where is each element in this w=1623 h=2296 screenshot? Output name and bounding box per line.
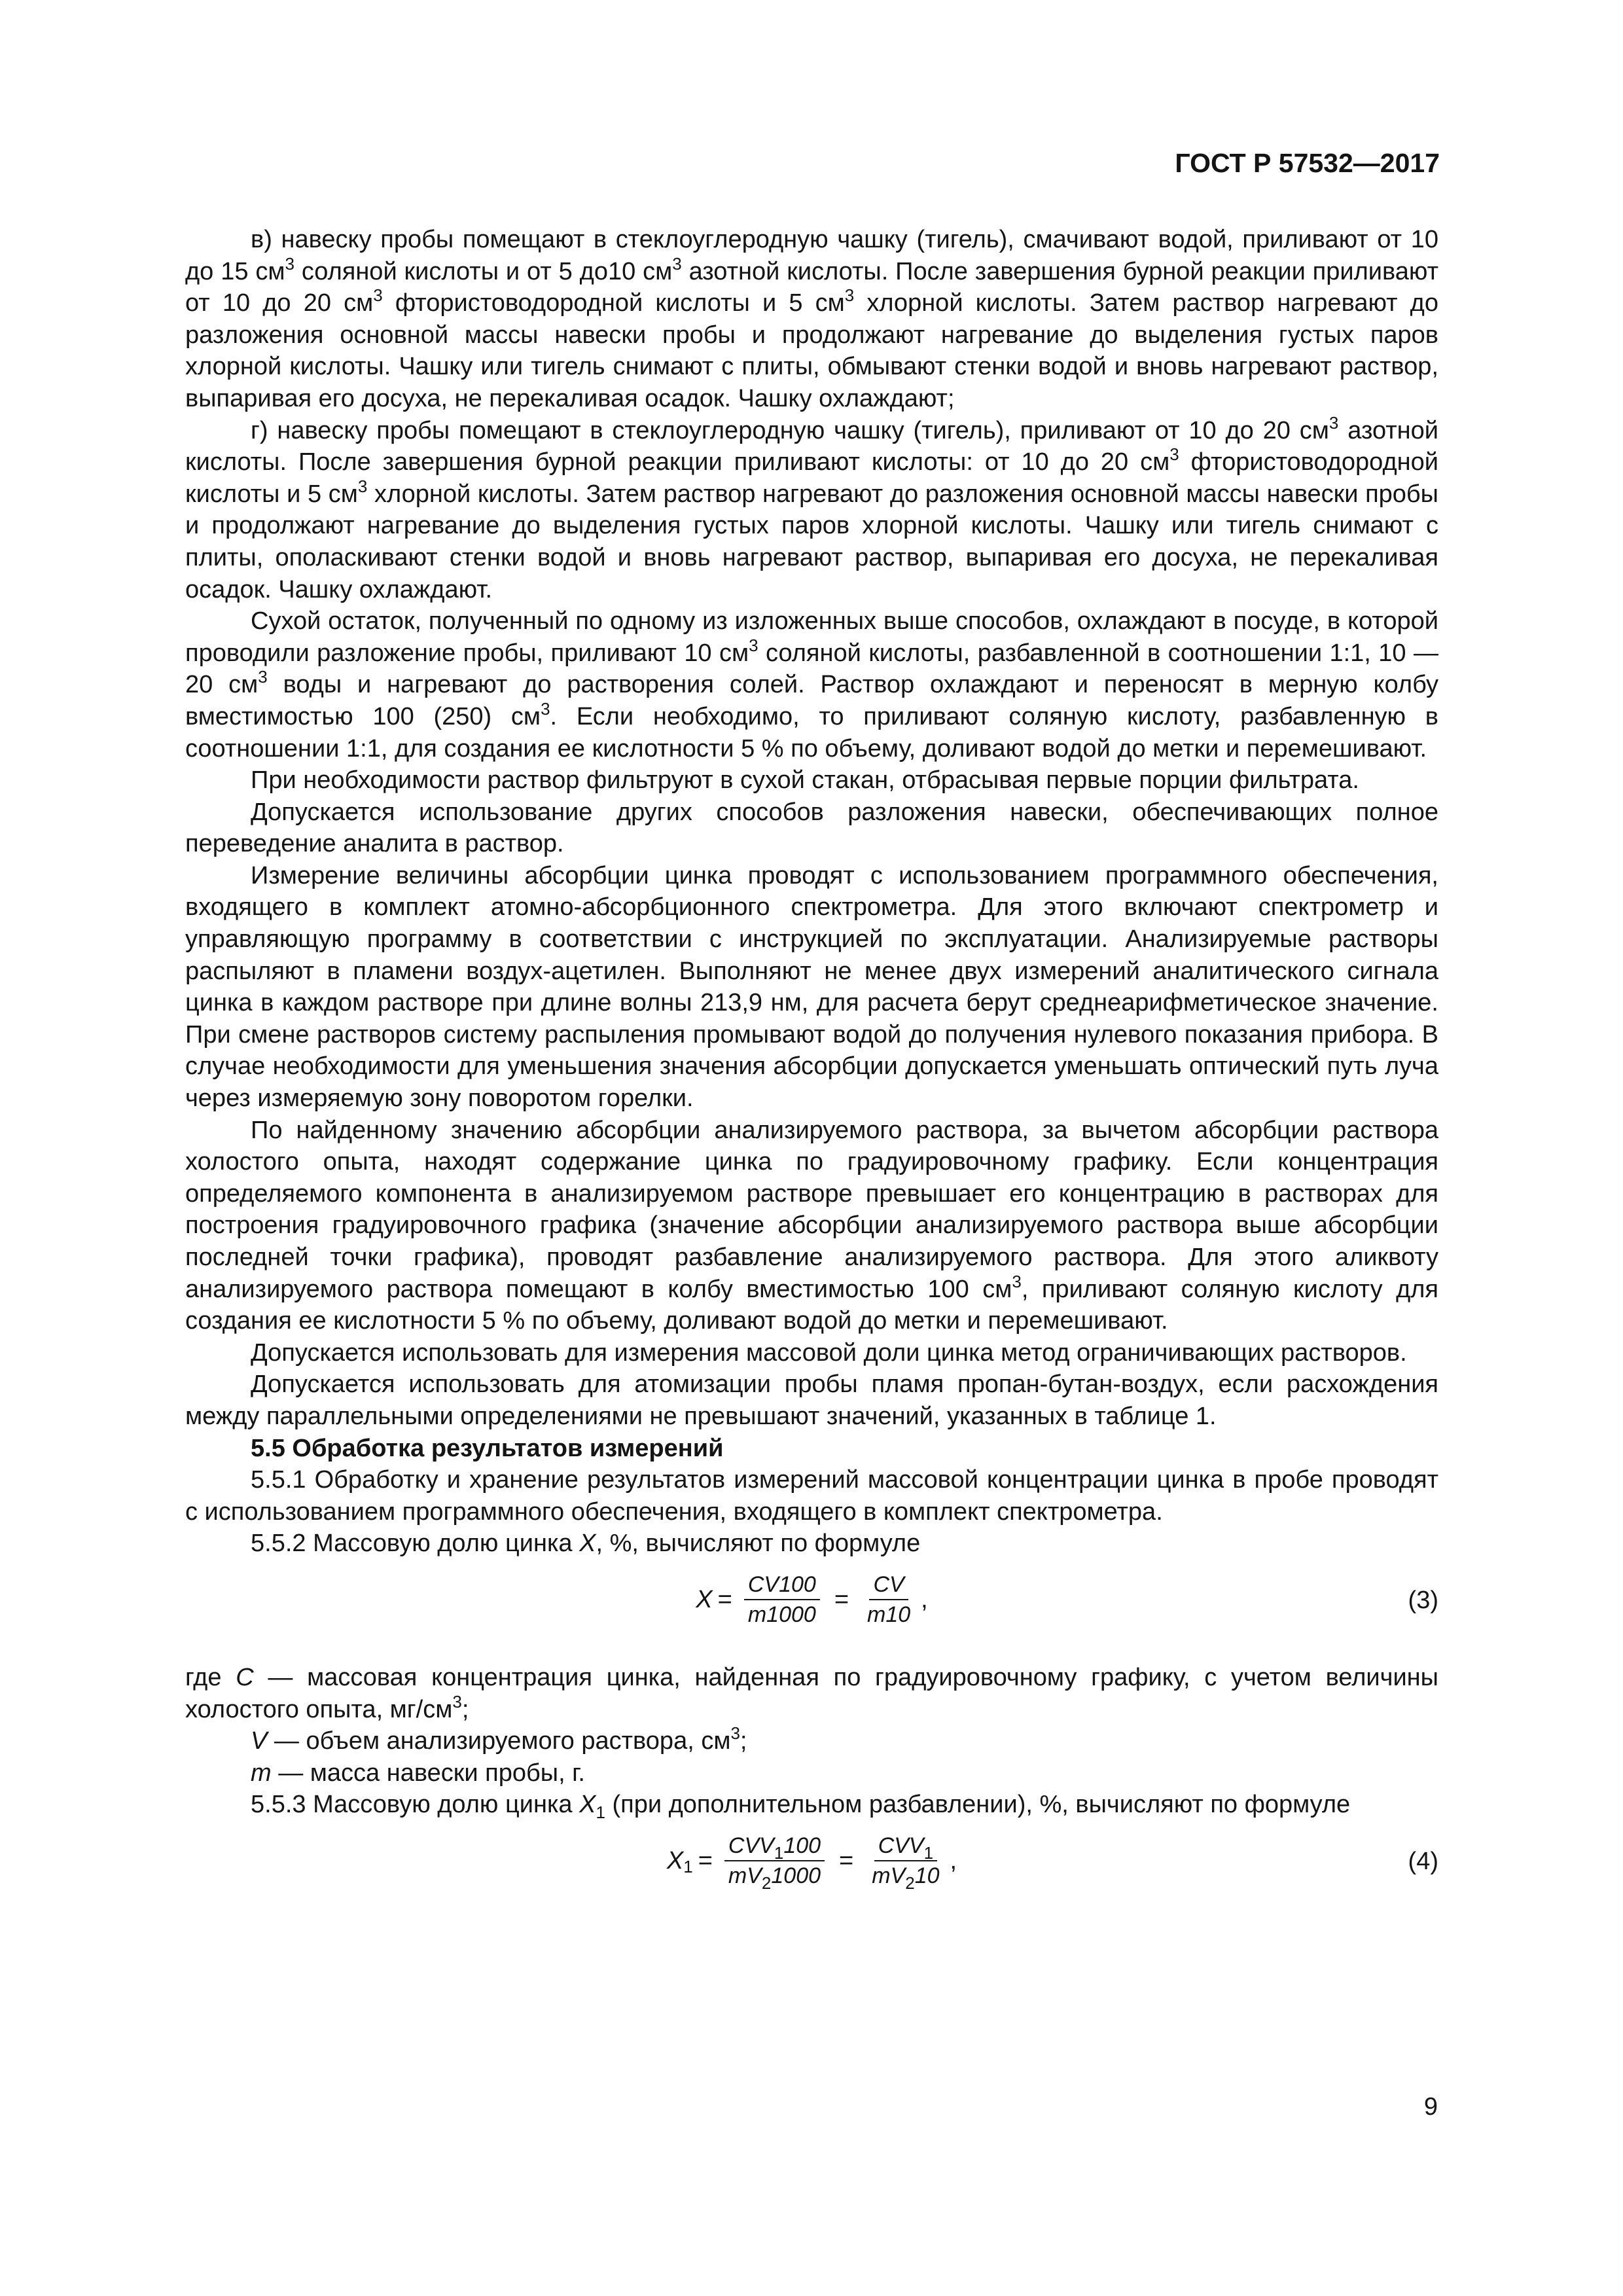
formula4-fraction-1: $\frac{CVV_1100}{mV_21000}$ [724, 1831, 825, 1890]
formula3-fraction-1: $\frac{CV100}{m1000}$ [744, 1570, 820, 1629]
paragraph-measurement: Измерение величины абсорбции цинка проводят с использованием программного обеспечения, входящего в комплект атомно-абсорбционного спектрометра. Для этого включают спектрометр и управляющую программу в соответствии с инструкцией по эксплуатации. Анализируемые растворы распыляют в пламени воздух-ацетилен. Выполняют не менее двух измерений аналитического сигнала цинка в каждом растворе при длине волны 213,9 нм, для расчета берут среднеарифметическое значение. При смене растворов систему распыления промывают водой до получения нулевого показания прибора. В случае необходимости для уменьшения значения абсорбции допускается уменьшать оптический путь луча через измеряемую зону поворотом горелки. [185, 861, 1438, 1113]
formula-3: X = $\frac{CV100}{m1000}$ = $\frac{CV}{m10}$ , (3) [185, 1570, 1438, 1642]
where-c: где C — массовая концентрация цинка, найденная по градуировочному графику, с учетом величины холостого опыта, $мг/см^3$; [185, 1663, 1438, 1723]
formula3-lhs: X [696, 1585, 713, 1613]
item-5-5-3: 5.5.3 Массовую долю цинка $X_1$ (при дополнительном разбавлении), %, вычисляют по формуле [251, 1791, 1351, 1823]
formula4-fraction-2: $\frac{CVV_1}{mV_210}$ [868, 1831, 943, 1890]
paragraph-limiting-solutions: Допускается использовать для измерения массовой доли цинка метод ограничивающих растворов. [251, 1338, 1407, 1367]
section-heading: 5.5 Обработка результатов измерений [251, 1434, 724, 1462]
paragraph-dry-residue: Сухой остаток, полученный по одному из изложенных выше способов, охлаждают в посуде, в которой проводили разложение пробы, приливают 10 $см^3$ соляной кислоты, разбавленной в соотношении 1:1, 10 — 20 $см^3$ воды и нагревают до растворения солей. Раствор охлаждают и переносят в мерную колбу вместимостью 100 (250) $см^3$. Если необходимо, то приливают соляную кислоту, разбавленную в соотношении 1:1, для создания ее кислотности 5 % по объему, доливают водой до метки и перемешивают. [185, 607, 1439, 762]
where-m: m — масса навески пробы, г. [251, 1759, 585, 1787]
paragraph-g: г) навеску пробы помещают в стеклоуглеродную чашку (тигель), приливают от 10 до 20 $см^3$ азотной кислоты. После завершения бурной реакции приливают кислоты: от 10 до 20 $см^3$ фтористоводородной кислоты и 5 $см^3$ хлорной кислоты. Затем раствор нагревают до разложения основной массы навески пробы и продолжают нагревание до выделения густых паров хлорной кислоты. Чашку или тигель снимают с плиты, ополаскивают стенки водой и вновь нагревают раствор, выпаривая его досуха, не перекаливая осадок. Чашку охлаждают. [185, 412, 1438, 603]
formula3-fraction-2: $\frac{CV}{m10}$ [863, 1570, 914, 1629]
where-v: V — объем анализируемого раствора, $см^3$; [251, 1723, 747, 1755]
item-5-5-1: 5.5.1 Обработку и хранение результатов измерений массовой концентрации цинка в пробе проводят с использованием программного обеспечения, входящего в комплект спектрометра. [185, 1466, 1438, 1526]
standard-header: ГОСТ Р 57532—2017 [1175, 148, 1440, 178]
paragraph-filter: При необходимости раствор фильтруют в сухой стакан, отбрасывая первые порции фильтрата. [251, 766, 1359, 795]
item-5-5-2: 5.5.2 Массовую долю цинка X, %, вычисляют по формуле [251, 1530, 921, 1558]
formula3-number: (3) [1408, 1586, 1438, 1614]
paragraph-other-methods: Допускается использование других способов разложения навески, обеспечивающих полное переведение аналита в раствор. [185, 798, 1438, 858]
formula4-number: (4) [1408, 1847, 1438, 1875]
formula-4: X $_1$ = $\frac{CVV_1100}{mV_21000}$ = $\frac{CVV_1}{mV_210}$ , (4) [185, 1831, 1438, 1903]
formula4-lhs: X [666, 1846, 684, 1874]
page-number: 9 [1423, 2093, 1438, 2121]
paragraph-v: в) навеску пробы помещают в стеклоуглеродную чашку (тигель), смачивают водой, приливают от 10 до 15 $см^3$ соляной кислоты и от 5 до10 $см^3$ азотной кислоты. После завершения бурной реакции приливают от 10 до 20 $см^3$ фтористоводородной кислоты и 5 $см^3$ хлорной кислоты. Затем раствор нагревают до разложения основной массы навески пробы и продолжают нагревание до выделения густых паров хлорной кислоты. Чашку или тигель снимают с плиты, обмывают стенки водой и вновь нагревают раствор, выпаривая его досуха, не перекаливая осадок. Чашку охлаждают; [185, 226, 1438, 412]
paragraph-propane: Допускается использовать для атомизации пробы пламя пропан-бутан-воздух, если расхождения между параллельными определениями не превышают значений, указанных в таблице 1. [185, 1371, 1438, 1430]
body-text [185, 224, 1438, 1923]
paragraph-found-value: По найденному значению абсорбции анализируемого раствора, за вычетом абсорбции раствора холостого опыта, находят содержание цинка по градуировочному графику. Если концентрация определяемого компонента в анализируемом растворе превышает его концентрацию в растворах для построения градуировочного графика (значение абсорбции анализируемого раствора выше абсорбции последней точки графика), проводят разбавление анализируемого раствора. Для этого аликвоту анализируемого раствора помещают в колбу вместимостью 100 $см^3$, приливают соляную кислоту для создания ее кислотности 5 % по объему, доливают водой до метки и перемешивают. [185, 1116, 1438, 1335]
